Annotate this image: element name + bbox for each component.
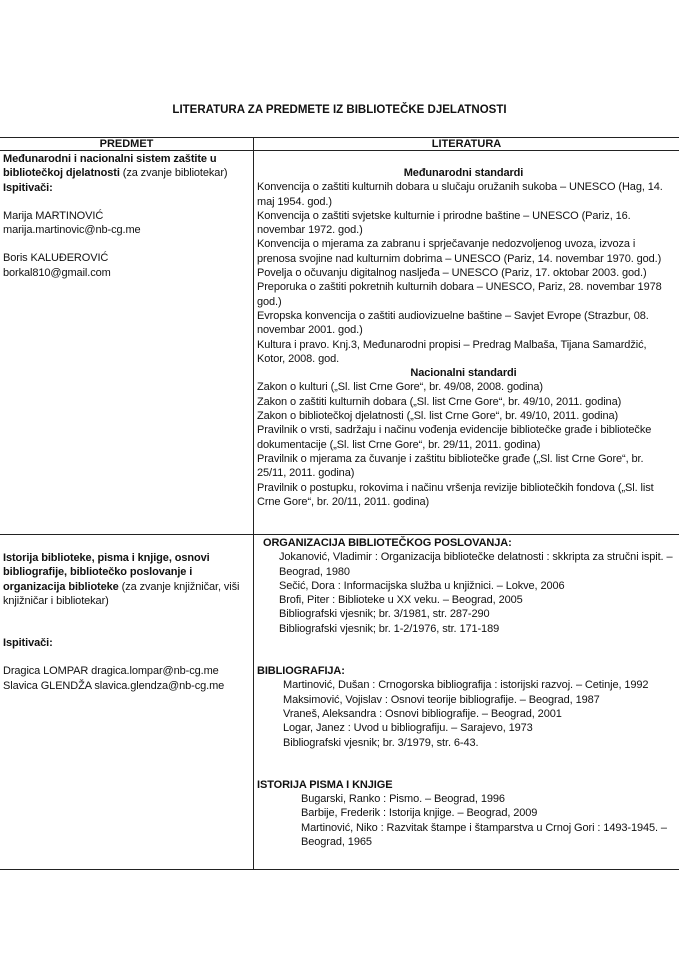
list-item: Evropska konvencija o zaštiti audiovizuelne baštine – Savjet Evrope (Strazbur, 08. novembar 2001. god.): [257, 309, 649, 337]
table-bottom-border: [0, 869, 679, 870]
list-item: Vraneš, Aleksandra : Osnovi bibliografije. – Beograd, 2001: [283, 707, 562, 720]
list-item: Preporuka o zaštiti pokretnih kulturnih dobara – UNESCO, Pariz, 28. novembar 1978 god.): [257, 281, 662, 308]
row2-subject-note: (za zvanje knjižničar, viši knjižničar i bibliotekar): [3, 580, 240, 607]
list-item: Martinović, Niko : Razvitak štampe i štamparstva u Crnoj Gori : 1493-1945. – Beograd, 1965: [301, 821, 667, 849]
row1-examiners-label: Ispitivači:: [3, 181, 53, 194]
header-literatura: LITERATURA: [431, 138, 502, 150]
row-divider: [0, 534, 679, 535]
row2-literature-cell: [257, 536, 673, 849]
list-item: Povelja o očuvanju digitalnog nasljeđa – UNESCO (Pariz, 17. oktobar 2003. god.): [257, 267, 647, 280]
row2-examiner: [3, 664, 251, 678]
column-divider: [253, 137, 254, 870]
list-item: Jokanović, Vladimir : Organizacija bibliotečke delatnosti : skkripta za stručni ispit. – Beograd, 1980: [279, 551, 673, 578]
row1-examiner-email: marija.martinovic@nb-cg.me: [3, 224, 141, 237]
row1-subject: [3, 152, 251, 181]
list-item: Logar, Janez : Uvod u bibliografiju. – Sarajevo, 1973: [283, 722, 533, 735]
list-item: Martinović, Dušan : Crnogorska bibliografija : istorijski razvoj. – Cetinje, 1992: [283, 679, 649, 692]
section-heading: Međunarodni standardi: [403, 167, 524, 179]
header-bottom-border: [0, 150, 679, 151]
row2-examiners-label: Ispitivači:: [3, 637, 53, 650]
row2-examiner-email: dragica.lompar@nb-cg.me: [91, 665, 219, 678]
row1-subject-cell: [3, 152, 251, 280]
row1-subject-title: Međunarodni i nacionalni sistem zaštite u bibliotečkoj djelatnosti: [3, 153, 217, 180]
list-item: Pravilnik o postupku, rokovima i načinu vršenja revizije bibliotečkih fondova („Sl. list Crne Gore“, br. 20/11, 2011. godina): [257, 481, 654, 508]
list-item: Bugarski, Ranko : Pismo. – Beograd, 1996: [301, 793, 505, 806]
list-item: Pravilnik o vrsti, sadržaju i načinu vođenja evidencije bibliotečke građe i bibliotečke dokumentacije („Sl. list Crne Gore“, br. 29/11, 2011. godina): [257, 424, 652, 451]
list-item: Brofi, Piter : Biblioteke u XX veku. – Beograd, 2005: [279, 594, 523, 607]
row2-subject: [3, 551, 251, 608]
list-item: Kultura i pravo. Knj.3, Međunarodni propisi – Predrag Malbaša, Tijana Samardžić, Kotor, 2008. god.: [257, 338, 647, 365]
section-heading: BIBLIOGRAFIJA:: [257, 665, 345, 678]
list-item: Zakon o kulturi („Sl. list Crne Gore“, br. 49/08, 2008. godina): [257, 381, 543, 394]
row2-examiner: [3, 679, 251, 693]
section-heading: Nacionalni standardi: [410, 367, 517, 380]
list-item: Sečić, Dora : Informacijska služba u knjižnici. – Lokve, 2006: [279, 579, 565, 592]
row2-examiner-email: slavica.glendza@nb-cg.me: [94, 679, 225, 692]
row1-subject-note: (za zvanje bibliotekar): [122, 167, 228, 180]
list-item: Zakon o bibliotečkoj djelatnosti („Sl. list Crne Gore“, br. 49/10, 2011. godina): [257, 410, 619, 423]
row1-examiner-email: borkal810@gmail.com: [3, 266, 111, 279]
list-item: Konvencija o zaštiti svjetske kulturnie i prirodne baštine – UNESCO (Pariz, 16. novembar 1972. god.): [257, 209, 631, 237]
row2-subject-title: Istorija biblioteke, pisma i knjige, osnovi bibliografije, bibliotečko poslovanje i organizacija biblioteke: [3, 552, 210, 593]
row1-literature-cell: [257, 166, 670, 509]
header-predmet: PREDMET: [99, 138, 154, 150]
row1-examiner-name: Boris KALUĐEROVIĆ: [3, 252, 109, 265]
page-title: LITERATURA ZA PREDMETE IZ BIBLIOTEČKE DJELATNOSTI: [172, 104, 507, 116]
section-heading: ORGANIZACIJA BIBLIOTEČKOG POSLOVANJA:: [263, 537, 512, 549]
section-heading: ISTORIJA PISMA I KNJIGE: [257, 778, 393, 791]
list-item: Konvencija o zaštiti kulturnih dobara u slučaju oružanih sukoba – UNESCO (Hag, 14. maj 1954. god.): [257, 181, 663, 208]
list-item: Pravilnik o mjerama za čuvanje i zaštitu bibliotečke građe („Sl. list Crne Gore“, br. 25/11, 2011. godina): [257, 452, 644, 480]
row2-examiner-name: Dragica LOMPAR: [3, 665, 89, 678]
list-item: Bibliografski vjesnik; br. 1-2/1976, str. 171-189: [279, 622, 500, 635]
list-item: Bibliografski vjesnik; br. 3/1981, str. 287-290: [279, 608, 490, 621]
list-item: Zakon o zaštiti kulturnih dobara („Sl. list Crne Gore“, br. 49/10, 2011. godina): [257, 395, 622, 408]
list-item: Barbije, Frederik : Istorija knjige. – Beograd, 2009: [301, 807, 538, 820]
row1-examiner-name: Marija MARTINOVIĆ: [3, 209, 104, 222]
list-item: Bibliografski vjesnik; br. 3/1979, str. 6-43.: [283, 736, 479, 749]
row2-examiner-name: Slavica GLENDŽA: [3, 679, 92, 692]
row2-subject-cell: [3, 551, 251, 693]
list-item: Maksimović, Vojislav : Osnovi teorije bibliografije. – Beograd, 1987: [283, 693, 600, 706]
list-item: Konvencija o mjerama za zabranu i sprječavanje nedozvoljenog uvoza, izvoza i prenosa svojine nad kulturnim dobrima – UNESCO (Pariz, 14. novembar 1970. god.): [257, 238, 662, 265]
